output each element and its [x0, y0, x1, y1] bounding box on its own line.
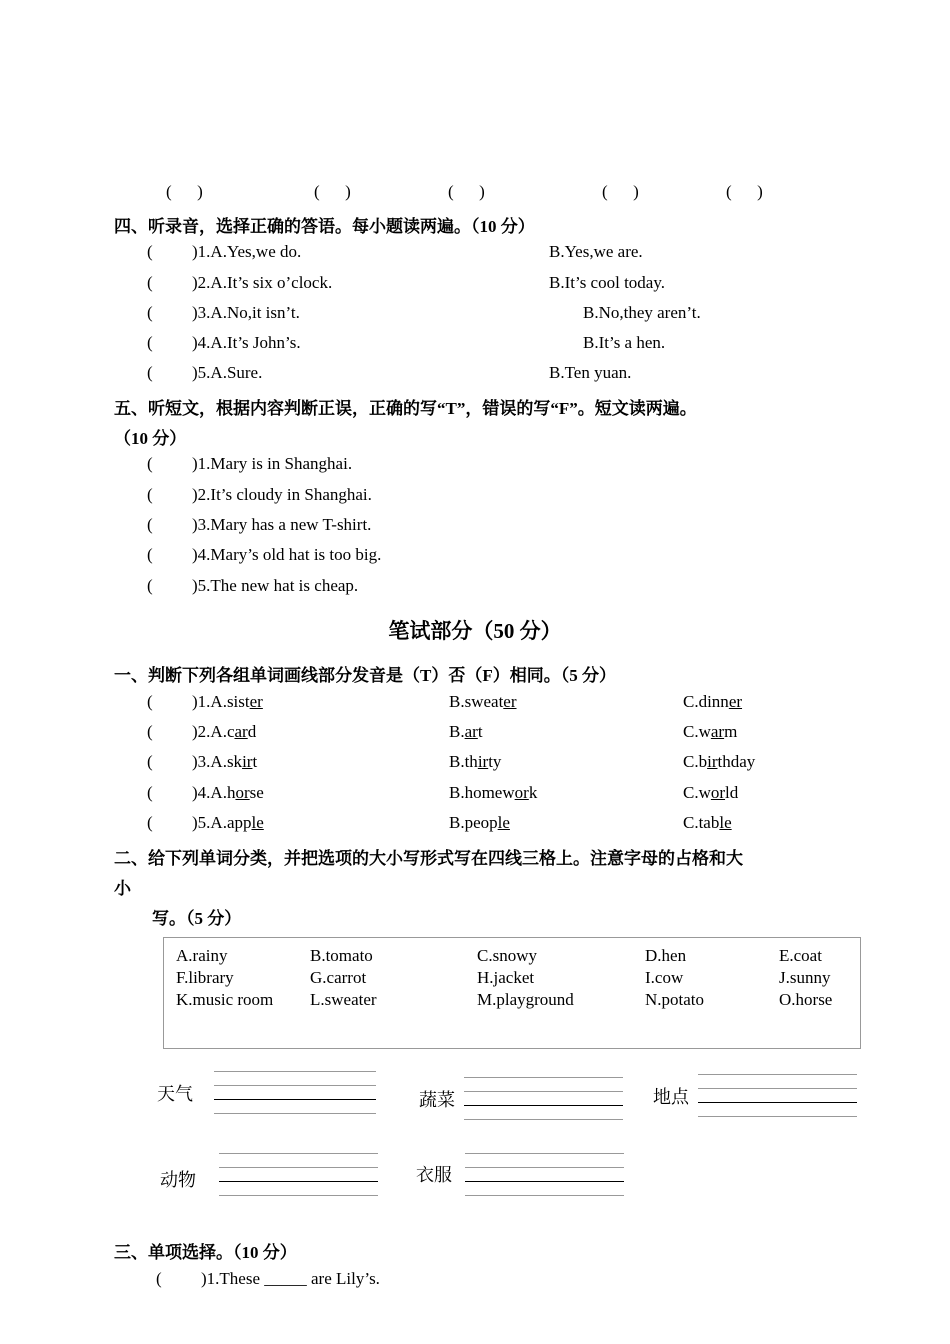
written-part-title: 笔试部分（50 分）	[388, 619, 562, 643]
word-bank-item: K.music room	[176, 990, 274, 1009]
word-bank-item: F.library	[176, 968, 234, 987]
w1-q5-b	[449, 813, 510, 833]
w1-q3-a-underline: ir	[242, 752, 253, 771]
word-bank-item: L.sweater	[310, 990, 377, 1009]
w1-q5-b-pre: B.peop	[449, 813, 498, 832]
word-bank-item: O.horse	[779, 990, 833, 1009]
w1-q4-b-post: k	[528, 783, 538, 802]
word-bank-item: B.tomato	[310, 946, 373, 965]
word-bank-item: G.carrot	[310, 968, 367, 987]
w1-q4-a-underline: or	[235, 783, 250, 802]
s4-q2-paren[interactable]: (	[147, 273, 153, 292]
word-bank-item: A.rainy	[176, 946, 228, 965]
w1-q3-c-pre: C.b	[683, 752, 708, 771]
w3-q1-post: are Lily’s.	[306, 1269, 380, 1288]
w1-q5-c	[683, 813, 732, 833]
section5-title: 五、听短文，根据内容判断正误，正确的写“T”，错误的写“F”。短文读两遍。	[114, 399, 697, 418]
w1-q2-a-underline: ar	[234, 722, 248, 741]
w1-q5-c-underline: le	[719, 813, 732, 832]
s5-q4-text: )4.Mary’s old hat is too big.	[192, 545, 382, 564]
w1-q1-b	[449, 692, 517, 712]
s4-q5-option-a: )5.A.Sure.	[192, 363, 263, 382]
w1-q2-a	[192, 722, 256, 742]
w1-q2-b-post: t	[477, 722, 483, 741]
answer-paren-2[interactable]: ( )	[314, 182, 351, 201]
s5-q5-paren[interactable]: (	[147, 576, 153, 595]
answer-paren-5[interactable]: ( )	[726, 182, 763, 201]
w2-title-wrap-1: 小	[114, 879, 131, 898]
s4-q1-option-a: )1.A.Yes,we do.	[192, 242, 302, 261]
s4-q2-option-a: )2.A.It’s six o’clock.	[192, 273, 333, 292]
w1-q5-a-underline: le	[251, 813, 264, 832]
word-bank-item: M.playground	[477, 990, 574, 1009]
word-bank-item: I.cow	[645, 968, 684, 987]
w1-q2-b-underline: ar	[464, 722, 478, 741]
w1-q5-a-pre: )5.A.app	[192, 813, 252, 832]
w1-q4-c	[683, 783, 738, 803]
s4-q1-paren[interactable]: (	[147, 242, 153, 261]
w1-q1-a-underline: er	[249, 692, 263, 711]
w1-q3-c-underline: ir	[707, 752, 718, 771]
category-vegetables-label: 蔬菜	[419, 1090, 455, 1111]
w1-q4-a	[192, 783, 264, 803]
w1-title: 一、判断下列各组单词画线部分发音是（T）否（F）相同。（5 分）	[114, 666, 616, 685]
category-animals-label: 动物	[160, 1170, 196, 1191]
w1-q3-c	[683, 752, 755, 772]
word-bank-item: J.sunny	[779, 968, 831, 987]
s4-q1-option-b: B.Yes,we are.	[549, 242, 643, 261]
w1-q2-c	[683, 722, 737, 742]
w1-q2-c-pre: C.w	[683, 722, 711, 741]
word-bank-item: E.coat	[779, 946, 822, 965]
w1-q3-a-pre: )3.A.sk	[192, 752, 243, 771]
w1-q2-paren[interactable]: (	[147, 722, 153, 741]
s4-q2-option-b: B.It’s cool today.	[549, 273, 665, 292]
word-bank-item: C.snowy	[477, 946, 537, 965]
w1-q4-b-pre: B.homew	[449, 783, 515, 802]
w1-q4-a-post: se	[249, 783, 264, 802]
category-clothes-label: 衣服	[416, 1165, 452, 1186]
w3-q1-pre: )1.These	[201, 1269, 265, 1288]
word-bank-item: N.potato	[645, 990, 705, 1009]
w2-title: 二、给下列单词分类，并把选项的大小写形式写在四线三格上。注意字母的占格和大	[114, 849, 743, 868]
w1-q3-b	[449, 752, 501, 772]
w1-q1-paren[interactable]: (	[147, 692, 153, 711]
w1-q4-c-underline: or	[710, 783, 726, 802]
w1-q1-b-underline: er	[503, 692, 517, 711]
w1-q2-b	[449, 722, 483, 742]
w1-q5-paren[interactable]: (	[147, 813, 153, 832]
w1-q5-c-pre: C.tab	[683, 813, 720, 832]
s5-q4-paren[interactable]: (	[147, 545, 153, 564]
w1-q2-c-underline: ar	[710, 722, 725, 741]
w3-q1-text	[201, 1269, 380, 1289]
word-bank-item: H.jacket	[477, 968, 535, 987]
w1-q3-a-post: t	[252, 752, 258, 771]
w1-q5-b-underline: le	[497, 813, 510, 832]
w3-q1-paren[interactable]: (	[156, 1269, 162, 1288]
w1-q3-b-underline: ir	[477, 752, 489, 771]
w1-q2-b-pre: B.	[449, 722, 465, 741]
category-places-label: 地点	[653, 1087, 689, 1108]
word-bank-item: D.hen	[645, 946, 687, 965]
w1-q4-c-pre: C.w	[683, 783, 711, 802]
answer-paren-1[interactable]: ( )	[166, 182, 203, 201]
w1-q5-a	[192, 813, 264, 833]
s5-q2-paren[interactable]: (	[147, 485, 153, 504]
s4-q5-option-b: B.Ten yuan.	[549, 363, 632, 382]
s4-q3-paren[interactable]: (	[147, 303, 153, 322]
s4-q3-option-a: )3.A.No,it isn’t.	[192, 303, 300, 322]
category-weather-label: 天气	[157, 1084, 193, 1105]
w1-q3-c-post: thday	[717, 752, 756, 771]
w1-q2-c-post: m	[724, 722, 738, 741]
w1-q1-c-pre: C.dinn	[683, 692, 729, 711]
w3-q1-blank[interactable]: _____	[264, 1269, 307, 1288]
s5-q3-text: )3.Mary has a new T-shirt.	[192, 515, 372, 534]
w1-q3-paren[interactable]: (	[147, 752, 153, 771]
w1-q1-b-pre: B.sweat	[449, 692, 504, 711]
s4-q3-option-b: B.No,they aren’t.	[583, 303, 701, 322]
w1-q2-a-pre: )2.A.c	[192, 722, 235, 741]
s5-q1-text: )1.Mary is in Shanghai.	[192, 454, 353, 473]
answer-paren-4[interactable]: ( )	[602, 182, 639, 201]
w1-q3-b-post: ty	[488, 752, 502, 771]
w2-title-wrap-2: 写。（5 分）	[152, 909, 242, 928]
answer-paren-3[interactable]: ( )	[448, 182, 485, 201]
w1-q1-c	[683, 692, 742, 712]
section5-title-points: （10 分）	[114, 429, 187, 448]
w1-q4-b	[449, 783, 537, 803]
s4-q4-option-a: )4.A.It’s John’s.	[192, 333, 301, 352]
w1-q4-paren[interactable]: (	[147, 783, 153, 802]
s5-q1-paren[interactable]: (	[147, 454, 153, 473]
s4-q4-paren[interactable]: (	[147, 333, 153, 352]
w3-title: 三、单项选择。（10 分）	[114, 1243, 297, 1262]
w1-q4-c-post: ld	[725, 783, 739, 802]
s4-q5-paren[interactable]: (	[147, 363, 153, 382]
s4-q4-option-b: B.It’s a hen.	[583, 333, 666, 352]
w1-q3-a	[192, 752, 257, 772]
s5-q2-text: )2.It’s cloudy in Shanghai.	[192, 485, 372, 504]
s5-q5-text: )5.The new hat is cheap.	[192, 576, 359, 595]
section4-title: 四、听录音，选择正确的答语。每小题读两遍。（10 分）	[114, 217, 535, 236]
w1-q1-c-underline: er	[728, 692, 743, 711]
w1-q3-b-pre: B.th	[449, 752, 478, 771]
w1-q2-a-post: d	[247, 722, 257, 741]
w1-q4-b-underline: or	[514, 783, 529, 802]
w1-q4-a-pre: )4.A.h	[192, 783, 236, 802]
w1-q1-a-pre: )1.A.sist	[192, 692, 250, 711]
s5-q3-paren[interactable]: (	[147, 515, 153, 534]
w1-q1-a	[192, 692, 263, 712]
